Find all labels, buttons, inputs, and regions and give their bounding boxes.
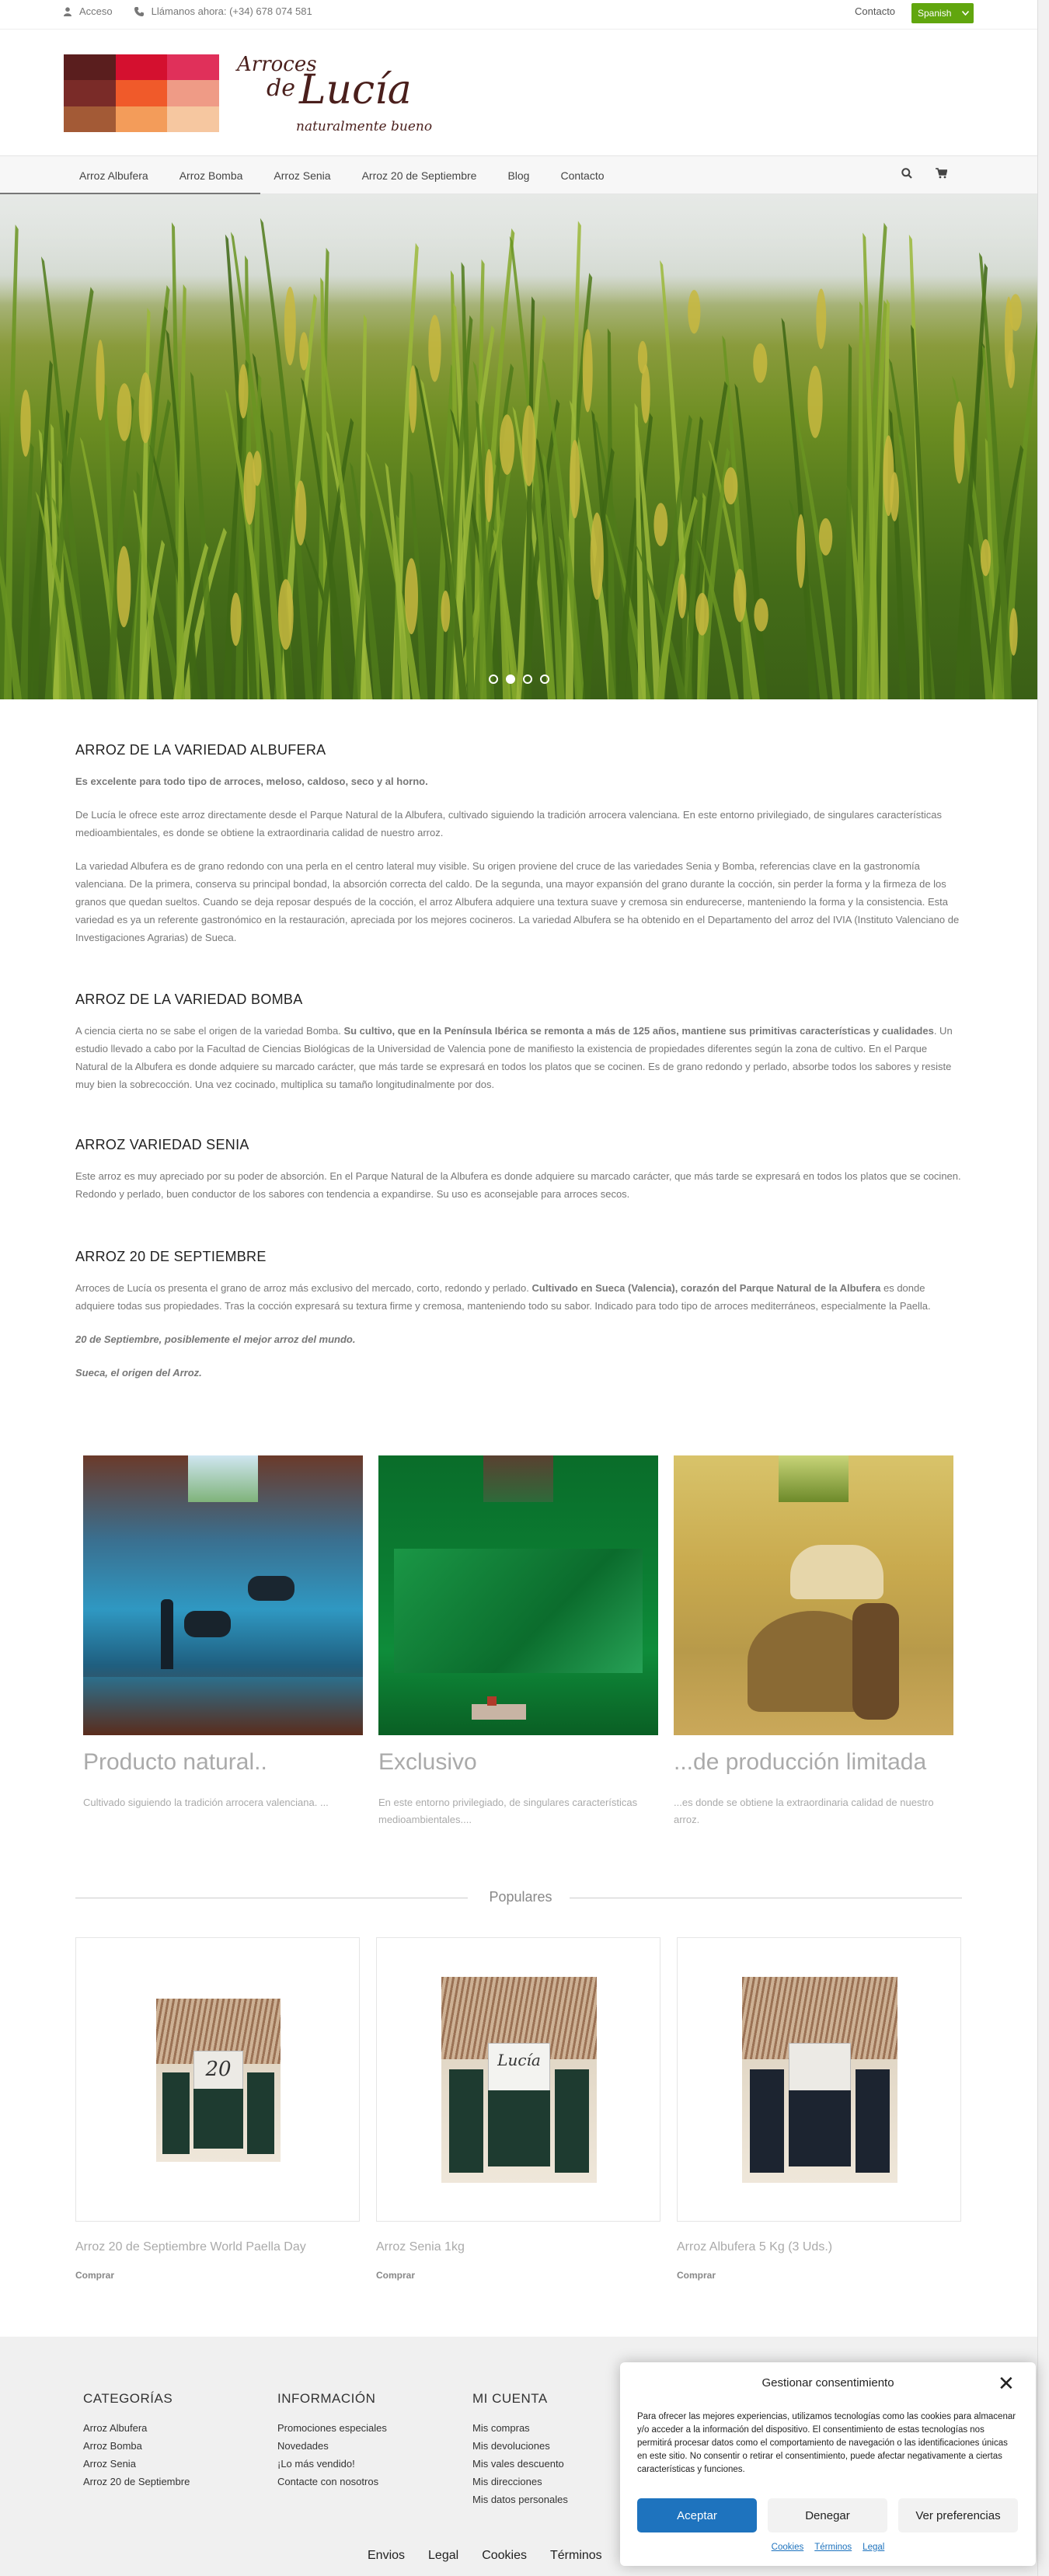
section-albufera bbox=[75, 742, 961, 962]
login-link[interactable] bbox=[64, 5, 113, 17]
nav-item-arroz-albufera[interactable]: Arroz Albufera bbox=[79, 169, 148, 182]
footer-bottom-link[interactable]: Cookies bbox=[482, 2549, 527, 2562]
feature-card-exclusivo[interactable] bbox=[378, 1455, 658, 1828]
section-title: ARROZ DE LA VARIEDAD ALBUFERA bbox=[75, 742, 326, 758]
popular-title: Populares bbox=[489, 1889, 552, 1905]
feature-card-natural[interactable] bbox=[83, 1455, 363, 1811]
product-image[interactable] bbox=[376, 1937, 660, 2222]
phone-icon bbox=[134, 7, 144, 16]
product-name[interactable]: Arroz 20 de Septiembre World Paella Day bbox=[75, 2240, 306, 2254]
slider-dot[interactable] bbox=[540, 675, 549, 684]
nav-item-contacto[interactable]: Contacto bbox=[560, 169, 605, 182]
buy-link[interactable]: Comprar bbox=[75, 2270, 115, 2281]
nav-item-blog[interactable]: Blog bbox=[507, 169, 530, 182]
consent-buttons bbox=[637, 2498, 1018, 2532]
slider-dot[interactable] bbox=[523, 675, 532, 684]
section-lead: Es excelente para todo tipo de arroces, meloso, caldoso, seco y al horno. bbox=[75, 776, 428, 787]
section-bomba bbox=[75, 992, 961, 1109]
footer-link[interactable]: Mis compras bbox=[472, 2422, 530, 2434]
product-photo bbox=[742, 1977, 897, 2183]
consent-link[interactable]: Legal bbox=[863, 2543, 885, 2552]
hero-rice-field-image bbox=[0, 194, 1037, 699]
top-contact-link[interactable]: Contacto bbox=[855, 5, 896, 17]
slider-dot[interactable] bbox=[506, 675, 515, 684]
nav-item-arroz-20-de-septiembre[interactable]: Arroz 20 de Septiembre bbox=[361, 169, 477, 182]
footer-column-title: CATEGORÍAS bbox=[83, 2391, 173, 2406]
consent-link[interactable]: Términos bbox=[814, 2543, 852, 2552]
footer-bottom-links bbox=[368, 2549, 602, 2563]
feature-description: ...es donde se obtiene la extraordinaria calidad de nuestro arroz. bbox=[674, 1797, 934, 1825]
section-title: ARROZ VARIEDAD SENIA bbox=[75, 1137, 249, 1152]
product-image[interactable] bbox=[677, 1937, 961, 2222]
preferences-button[interactable]: Ver preferencias bbox=[898, 2498, 1018, 2532]
product-card[interactable] bbox=[677, 1937, 961, 2281]
footer-bottom-link[interactable]: Envios bbox=[368, 2549, 406, 2562]
consent-links bbox=[620, 2543, 1036, 2552]
section-senia bbox=[75, 1137, 961, 1218]
phone-info bbox=[134, 5, 312, 17]
product-photo bbox=[156, 1999, 281, 2162]
footer-link[interactable]: Arroz 20 de Septiembre bbox=[83, 2476, 190, 2487]
logo-square bbox=[167, 106, 219, 132]
hero-dots bbox=[489, 675, 549, 684]
logo-square bbox=[64, 80, 116, 106]
feature-title: Exclusivo bbox=[378, 1749, 477, 1775]
section-paragraph: Este arroz es muy apreciado por su poder de absorción. En el Parque Natural de la Albufera es donde adquiere su marcado carácter, que más tarde se expresará en todos los platos que se cocinen. Redondo y perlado, buen conductor de los sabores con tendencia a expandirse. Su uso es aconsejable para arroces secos. bbox=[75, 1170, 961, 1200]
footer-bottom-link[interactable]: Términos bbox=[550, 2549, 602, 2562]
section-title: ARROZ 20 DE SEPTIEMBRE bbox=[75, 1249, 267, 1264]
language-value: Spanish bbox=[918, 8, 952, 19]
footer-column-title: INFORMACIÓN bbox=[277, 2391, 376, 2406]
footer-link[interactable]: Arroz Bomba bbox=[83, 2440, 142, 2452]
feature-description: En este entorno privilegiado, de singulares características medioambientales.... bbox=[378, 1797, 638, 1825]
bag-label: Lucía bbox=[497, 2051, 541, 2070]
consent-link[interactable]: Cookies bbox=[771, 2543, 804, 2552]
cart-icon[interactable] bbox=[936, 168, 947, 179]
footer-link[interactable]: Promociones especiales bbox=[277, 2422, 387, 2434]
login-label: Acceso bbox=[79, 5, 113, 17]
footer-link[interactable]: ¡Lo más vendido! bbox=[277, 2458, 355, 2470]
accept-button[interactable]: Aceptar bbox=[637, 2498, 757, 2532]
logo-square bbox=[167, 54, 219, 80]
footer-column bbox=[277, 2391, 387, 2491]
product-photo bbox=[441, 1977, 597, 2183]
text-fragment: . Un estudio llevado a cabo por la Facultad de Ciencias Biológicas de la Universidad de Valencia pone de manifiesto la existencia de propiedades diferentes según la zona de cultivo. En el Parque Natural de la Albufera es donde adquiere su marcado carácter, que más tarde se expresará en todos los platos que se cocinen. Es de grano redondo y perlado, absorbe todos los sabores y resiste muy bien la sobrecocción. Una vez cocinado, multiplica su tamaño longitudinalmente por dos. bbox=[75, 1025, 953, 1090]
product-card[interactable] bbox=[75, 1937, 360, 2281]
bag-label: 20 bbox=[205, 2057, 232, 2081]
logo-square bbox=[116, 80, 168, 106]
main-nav bbox=[0, 155, 1037, 194]
feature-title: ...de producción limitada bbox=[674, 1749, 927, 1775]
text-bold: Su cultivo, que en la Península Ibérica se remonta a más de 125 años, mantiene sus primitivas características y cualidades bbox=[343, 1025, 934, 1037]
section-paragraph: La variedad Albufera es de grano redondo con una perla en el centro lateral muy visible. Su origen proviene del cruce de las variedades Senia y Bomba, referencias clave en la gastronomía valenciana. De la primera, conserva su principal bondad, la absorción correcta del caldo. De la segunda, una mayor expansión del grano durante la cocción, sin perder la forma y la firmeza de los granos que quedan sueltos. Cuando se deja reposar después de la cocción, el arroz Albufera adquiere una textura suave y cremosa sin endurecerse, manteniendo la forma y la consistencia. Esta variedad es ya un referente gastronómico en la restauración, apreciada por los mejores cocineros. La variedad Albufera se ha obtenido en el Departamento del arroz del IVIA (Instituto Valenciano de Investigaciones Agrarias) de Sueca. bbox=[75, 860, 960, 943]
chevron-down-icon bbox=[962, 11, 969, 16]
buy-link[interactable]: Comprar bbox=[677, 2270, 716, 2281]
section-paragraph bbox=[75, 1022, 961, 1093]
logo-square bbox=[64, 106, 116, 132]
hero-slider[interactable] bbox=[0, 194, 1037, 699]
user-icon bbox=[64, 7, 71, 16]
section-20-septiembre bbox=[75, 1249, 961, 1397]
nav-items bbox=[64, 156, 620, 195]
logo-line-3: Lucía bbox=[299, 67, 412, 113]
feature-description: Cultivado siguiendo la tradición arrocera valenciana. ... bbox=[83, 1797, 329, 1808]
phone-text: Llámanos ahora: (+34) 678 074 581 bbox=[151, 5, 312, 17]
footer-link[interactable]: Arroz Senia bbox=[83, 2458, 136, 2470]
text-bold: Cultivado en Sueca (Valencia), corazón del Parque Natural de la Albufera bbox=[531, 1282, 881, 1294]
section-title: ARROZ DE LA VARIEDAD BOMBA bbox=[75, 992, 303, 1007]
logo-wordmark[interactable] bbox=[237, 53, 470, 138]
footer-column bbox=[472, 2391, 568, 2508]
consent-body: Para ofrecer las mejores experiencias, utilizamos tecnologías como las cookies para almacenar y/o acceder a la información del dispositivo. El consentimiento de estas tecnologías nos permitirá procesar datos como el comportamiento de navegación o las identificaciones únicas en este sitio. No consentir o retirar el consentimiento, puede afectar negativamente a ciertas características y funciones. bbox=[637, 2412, 1016, 2474]
nav-icons bbox=[901, 168, 947, 179]
top-bar bbox=[0, 0, 1037, 30]
logo-square bbox=[116, 106, 168, 132]
section-paragraph bbox=[75, 1279, 961, 1315]
language-select[interactable] bbox=[911, 3, 974, 23]
footer-link[interactable]: Mis devoluciones bbox=[472, 2440, 550, 2452]
footer-link[interactable]: Mis datos personales bbox=[472, 2494, 568, 2505]
nav-item-arroz-senia[interactable]: Arroz Senia bbox=[274, 169, 331, 182]
cookie-consent-dialog bbox=[620, 2362, 1036, 2566]
buy-link[interactable]: Comprar bbox=[376, 2270, 416, 2281]
text-fragment: A ciencia cierta no se sabe el origen de la variedad Bomba. bbox=[75, 1025, 344, 1037]
top-bar-left bbox=[64, 5, 312, 17]
logo-square bbox=[167, 80, 219, 106]
scrollbar[interactable] bbox=[1037, 0, 1049, 2576]
deny-button[interactable]: Denegar bbox=[768, 2498, 887, 2532]
footer-link[interactable]: Mis direcciones bbox=[472, 2476, 542, 2487]
text-fragment: es donde adquiere todas sus propiedades. Tras la cocción expresará su textura firme y cremosa, manteniendo todo su sabor. Indicado para todo tipo de arroces mediterráneos, especialmente la Paella. bbox=[75, 1282, 931, 1312]
footer-column bbox=[83, 2391, 190, 2491]
feature-card-produccion[interactable] bbox=[674, 1455, 953, 1828]
product-image[interactable] bbox=[75, 1937, 360, 2222]
search-icon[interactable] bbox=[901, 168, 912, 179]
section-paragraph: De Lucía le ofrece este arroz directamente desde el Parque Natural de la Albufera, cultivado siguiendo la tradición arrocera valenciana. En este entorno privilegiado, de singulares características medioambientales, es donde se obtiene la extraordinaria calidad de nuestro arroz. bbox=[75, 809, 943, 838]
product-name[interactable]: Arroz Senia 1kg bbox=[376, 2240, 465, 2254]
feature-title: Producto natural.. bbox=[83, 1749, 267, 1775]
logo-line-2: de bbox=[267, 75, 295, 102]
logo-square bbox=[64, 54, 116, 80]
footer-column-title: MI CUENTA bbox=[472, 2391, 548, 2406]
feature-image-farmer-horses bbox=[83, 1455, 363, 1735]
feature-image-harvester bbox=[674, 1455, 953, 1735]
nav-item-arroz-bomba[interactable]: Arroz Bomba bbox=[179, 169, 243, 182]
consent-title: Gestionar consentimiento bbox=[761, 2376, 894, 2390]
product-name[interactable]: Arroz Albufera 5 Kg (3 Uds.) bbox=[677, 2240, 833, 2254]
logo-square bbox=[116, 54, 168, 80]
logo-tagline: naturalmente bueno bbox=[296, 119, 433, 134]
footer-link[interactable]: Mis vales descuento bbox=[472, 2458, 564, 2470]
close-icon[interactable]: ✕ bbox=[998, 2372, 1015, 2395]
footer-link[interactable]: Arroz Albufera bbox=[83, 2422, 148, 2434]
text-fragment: Arroces de Lucía os presenta el grano de arroz más exclusivo del mercado, corto, redondo y perlado. bbox=[75, 1282, 532, 1294]
popular-heading bbox=[75, 1887, 962, 1910]
logo-mark[interactable] bbox=[64, 54, 219, 132]
footer-link[interactable]: Novedades bbox=[277, 2440, 329, 2452]
logo-line-1: Arroces bbox=[237, 53, 317, 76]
slider-dot[interactable] bbox=[489, 675, 498, 684]
product-card[interactable] bbox=[376, 1937, 660, 2281]
site-header bbox=[0, 30, 1037, 155]
section-quote: Sueca, el origen del Arroz. bbox=[75, 1367, 202, 1379]
footer-link[interactable]: Contacte con nosotros bbox=[277, 2476, 379, 2487]
footer-bottom-link[interactable]: Legal bbox=[428, 2549, 459, 2562]
feature-image-aerial-field bbox=[378, 1455, 658, 1735]
section-quote: 20 de Septiembre, posiblemente el mejor arroz del mundo. bbox=[75, 1333, 356, 1345]
